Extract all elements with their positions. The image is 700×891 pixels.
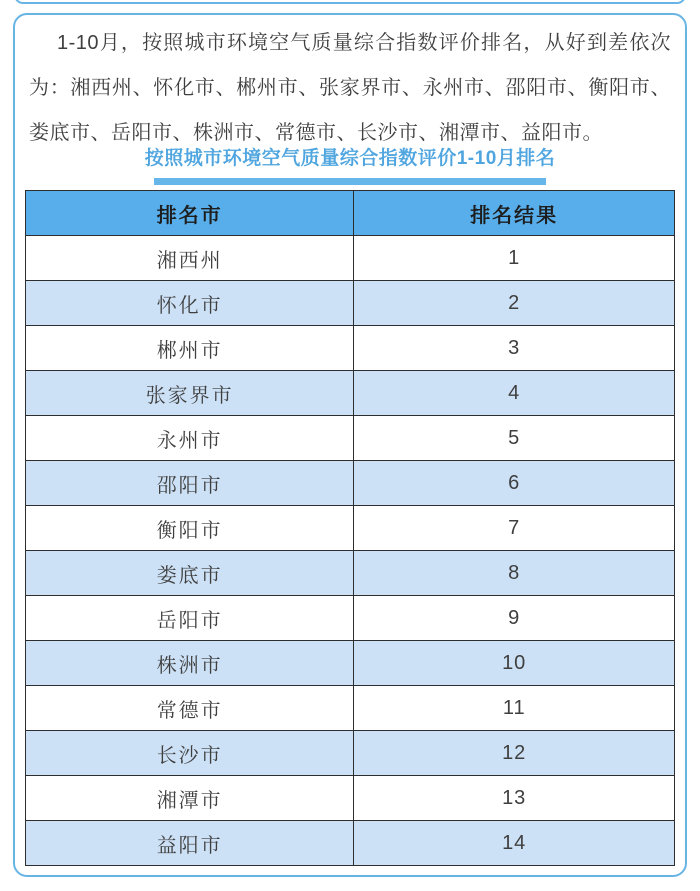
table-row <box>26 551 675 596</box>
table-body <box>26 236 675 866</box>
table-header <box>26 191 675 236</box>
table-row <box>26 461 675 506</box>
header-city: 排名市 <box>26 191 354 236</box>
rank-cell: 6 <box>354 461 675 506</box>
city-cell: 张家界市 <box>26 371 354 416</box>
intro-paragraph: 1-10月，按照城市环境空气质量综合指数评价排名，从好到差依次为：湘西州、怀化市、郴州市、张家界市、永州市、邵阳市、衡阳市、娄底市、岳阳市、株洲市、常德市、长沙市、湘潭市、益阳市。 <box>29 32 671 144</box>
title-underline <box>154 178 546 185</box>
article-card <box>13 13 687 877</box>
table-row <box>26 776 675 821</box>
city-cell: 娄底市 <box>26 551 354 596</box>
city-cell: 邵阳市 <box>26 461 354 506</box>
city-cell: 常德市 <box>26 686 354 731</box>
rank-cell: 8 <box>354 551 675 596</box>
rank-cell: 14 <box>354 821 675 866</box>
table-row <box>26 821 675 866</box>
city-cell: 永州市 <box>26 416 354 461</box>
rank-cell: 10 <box>354 641 675 686</box>
rank-cell: 5 <box>354 416 675 461</box>
table-row <box>26 641 675 686</box>
city-cell: 湘潭市 <box>26 776 354 821</box>
city-cell: 岳阳市 <box>26 596 354 641</box>
rank-cell: 9 <box>354 596 675 641</box>
city-cell: 郴州市 <box>26 326 354 371</box>
table-row <box>26 506 675 551</box>
rank-cell: 13 <box>354 776 675 821</box>
table-row <box>26 326 675 371</box>
rank-cell: 2 <box>354 281 675 326</box>
rank-cell: 4 <box>354 371 675 416</box>
city-cell: 怀化市 <box>26 281 354 326</box>
table-row <box>26 416 675 461</box>
city-cell: 湘西州 <box>26 236 354 281</box>
section-title: 按照城市环境空气质量综合指数评价1-10月排名 <box>144 148 556 169</box>
city-cell: 益阳市 <box>26 821 354 866</box>
previous-card-bottom-edge <box>14 0 686 4</box>
city-cell: 衡阳市 <box>26 506 354 551</box>
rank-cell: 1 <box>354 236 675 281</box>
table-row <box>26 371 675 416</box>
city-cell: 株洲市 <box>26 641 354 686</box>
header-row <box>26 191 675 236</box>
header-rank: 排名结果 <box>354 191 675 236</box>
rank-cell: 3 <box>354 326 675 371</box>
table-row <box>26 686 675 731</box>
table-row <box>26 731 675 776</box>
rank-cell: 11 <box>354 686 675 731</box>
table-row <box>26 236 675 281</box>
table-row <box>26 596 675 641</box>
table-row <box>26 281 675 326</box>
city-cell: 长沙市 <box>26 731 354 776</box>
rank-cell: 12 <box>354 731 675 776</box>
rank-cell: 7 <box>354 506 675 551</box>
ranking-table <box>25 190 675 866</box>
